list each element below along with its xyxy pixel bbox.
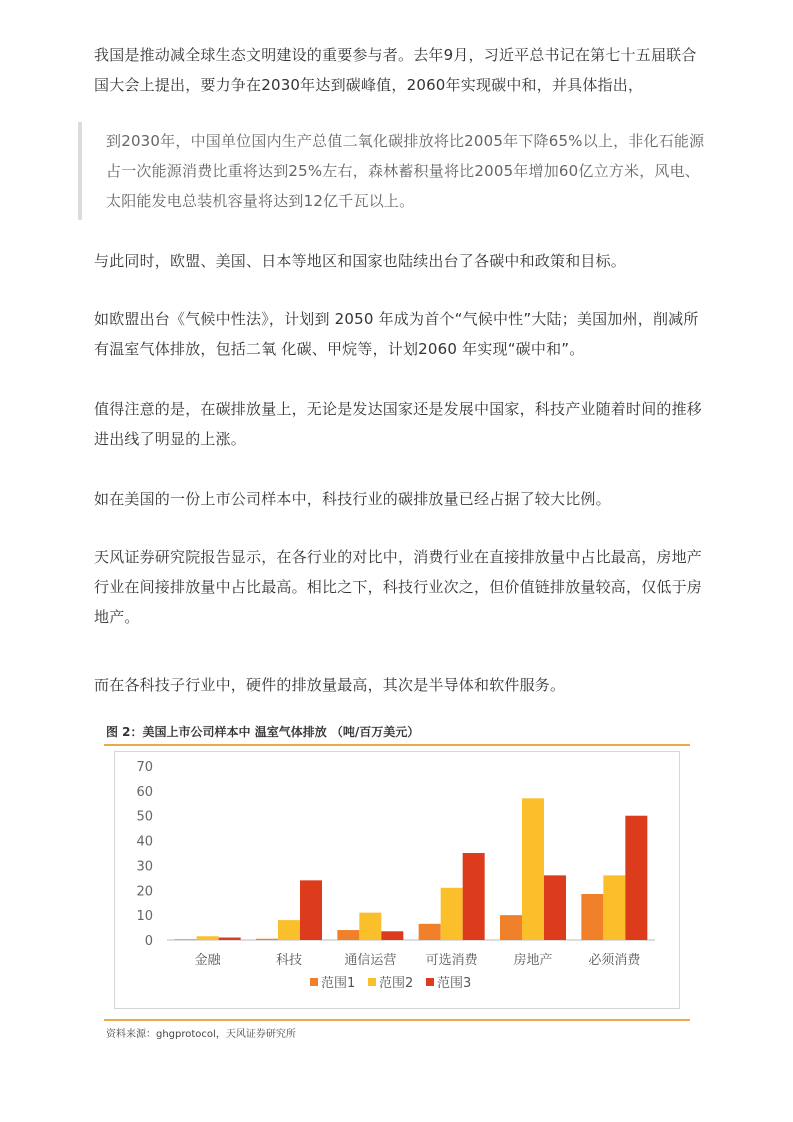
bar-范围1-通信运营 bbox=[337, 930, 359, 940]
legend-label: 范围2 bbox=[379, 976, 414, 991]
paragraph-eu-us: 如欧盟出台《气候中性法》，计划到 2050 年成为首个“气候中性”大陆；美国加州，削减所有温室气体排放，包括二氧 化碳、甲烷等，计划2060 年实现“碳中和”。 bbox=[94, 310, 699, 358]
figure-bottom-rule bbox=[104, 1019, 690, 1021]
paragraph-us-sample: 如在美国的一份上市公司样本中，科技行业的碳排放量已经占据了较大比例。 bbox=[94, 490, 611, 508]
bar-范围2-可选消费 bbox=[441, 888, 463, 940]
bar-范围3-通信运营 bbox=[381, 931, 403, 940]
bar-范围2-房地产 bbox=[522, 798, 544, 940]
figure-emissions bbox=[94, 714, 694, 1044]
x-tick-label: 金融 bbox=[194, 953, 221, 968]
x-tick-label: 通信运营 bbox=[344, 953, 397, 968]
bar-范围2-金融 bbox=[197, 936, 219, 940]
y-tick-label: 30 bbox=[136, 859, 153, 875]
paragraph-policies: 与此同时，欧盟、美国、日本等地区和国家也陆续出台了各碳中和政策和目标。 bbox=[94, 252, 627, 270]
paragraph-intro: 我国是推动减全球生态文明建设的重要参与者。去年9月，习近平总书记在第七十五届联合国大会上提出，要力争在2030年达到碳峰值，2060年实现碳中和，并具体指出， bbox=[94, 46, 697, 94]
bar-范围3-科技 bbox=[300, 880, 322, 940]
legend-swatch-范围3 bbox=[426, 978, 434, 986]
paragraph-report: 天风证券研究院报告显示，在各行业的对比中，消费行业在直接排放量中占比最高，房地产行业在间接排放量中占比最高。相比之下，科技行业次之，但价值链排放量较高，仅低于房地产。 bbox=[94, 548, 703, 626]
y-tick-label: 40 bbox=[136, 834, 153, 850]
bar-范围2-通信运营 bbox=[359, 913, 381, 940]
bar-范围1-可选消费 bbox=[419, 924, 441, 940]
bar-范围3-房地产 bbox=[544, 875, 566, 940]
x-tick-label: 科技 bbox=[275, 953, 303, 968]
figure-source: 资料来源：ghgprotocol，天风证券研究所 bbox=[106, 1029, 296, 1040]
x-tick-label: 可选消费 bbox=[425, 953, 478, 968]
paragraph-subsectors: 而在各科技子行业中，硬件的排放量最高，其次是半导体和软件服务。 bbox=[94, 676, 566, 694]
bar-范围1-科技 bbox=[256, 939, 278, 940]
bar-范围1-房地产 bbox=[500, 915, 522, 940]
bar-范围1-必须消费 bbox=[581, 894, 603, 940]
paragraph-tech-rise: 值得注意的是，在碳排放量上，无论是发达国家还是发展中国家，科技产业随着时间的推移进出线了明显的上涨。 bbox=[94, 400, 703, 448]
legend-label: 范围1 bbox=[321, 976, 356, 991]
y-tick-label: 50 bbox=[136, 809, 153, 825]
legend-swatch-范围1 bbox=[310, 978, 318, 986]
bar-范围3-可选消费 bbox=[463, 853, 485, 940]
blockquote bbox=[78, 122, 708, 220]
bar-范围3-金融 bbox=[219, 938, 241, 940]
emissions-bar-chart bbox=[115, 752, 679, 1008]
blockquote-text: 到2030年，中国单位国内生产总值二氧化碳排放将比2005年下降65%以上，非化石能源占一次能源消费比重将达到25%左右，森林蓄积量将比2005年增加60亿立方米，风电、太阳能发电总装机容量将达到12亿千瓦以上。 bbox=[106, 132, 705, 210]
legend-swatch-范围2 bbox=[368, 978, 376, 986]
y-tick-label: 70 bbox=[136, 760, 153, 775]
bar-范围2-必须消费 bbox=[603, 875, 625, 940]
bar-范围1-金融 bbox=[175, 939, 197, 940]
bar-范围2-科技 bbox=[278, 920, 300, 940]
x-tick-label: 必须消费 bbox=[588, 953, 641, 968]
bar-范围3-必须消费 bbox=[625, 816, 647, 940]
y-tick-label: 60 bbox=[136, 784, 153, 800]
figure-top-rule bbox=[104, 744, 690, 746]
y-tick-label: 10 bbox=[136, 909, 153, 925]
figure-title: 图 2：美国上市公司样本中 温室气体排放 （吨/百万美元） bbox=[106, 725, 420, 739]
legend-label: 范围3 bbox=[437, 976, 472, 991]
chart-frame bbox=[114, 751, 680, 1009]
y-tick-label: 0 bbox=[144, 934, 153, 949]
y-tick-label: 20 bbox=[136, 884, 153, 900]
x-tick-label: 房地产 bbox=[513, 953, 553, 968]
